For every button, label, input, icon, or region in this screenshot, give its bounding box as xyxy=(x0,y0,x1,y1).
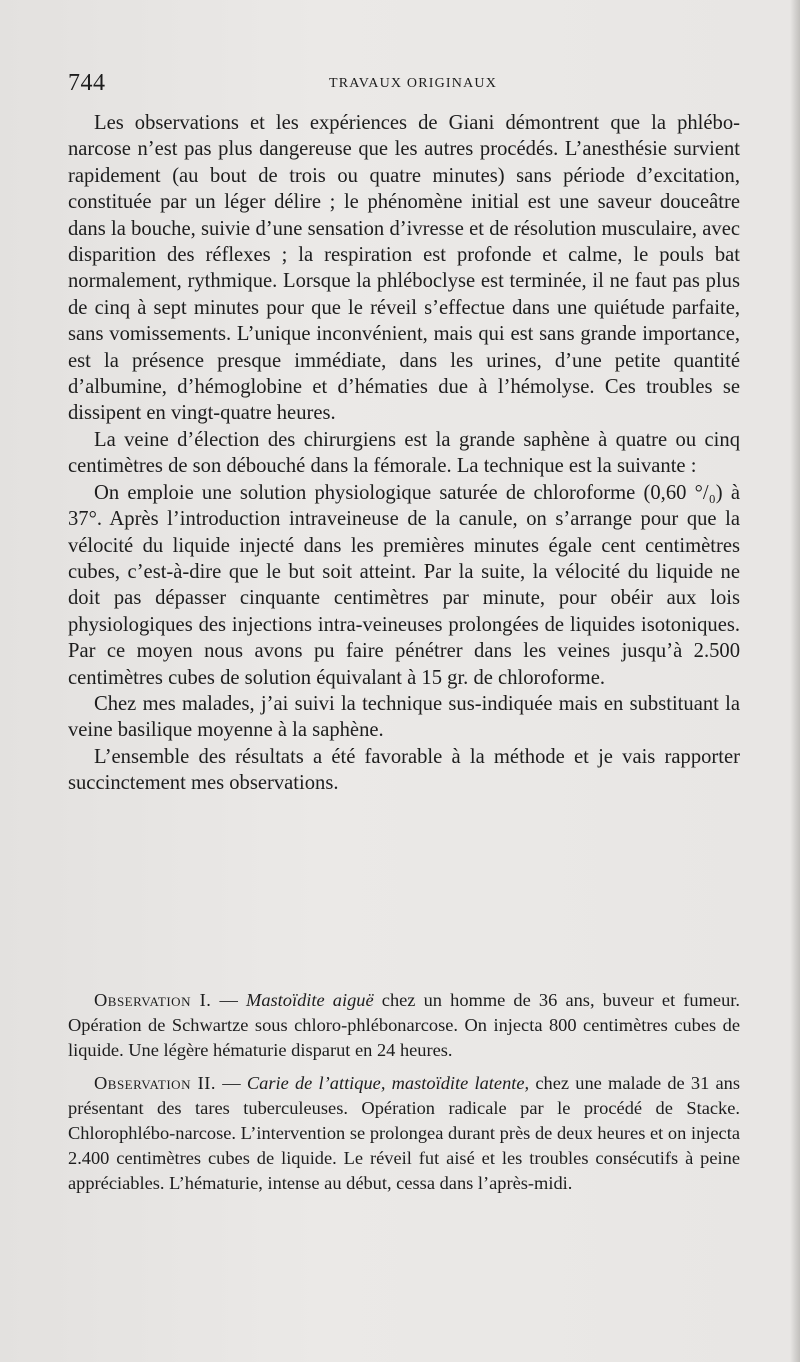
observation-label: Observation II. xyxy=(94,1073,217,1093)
paragraph: Les observations et les expériences de Giani démontrent que la phlébo-narcose n’est pas plus dangereuse que les autres procédés. L’anesthésie survient rapidement (au bout de trois ou quatre minutes) sans période d’excitation, constituée par un léger délire ; le phénomène initial est une saveur douceâtre dans la bouche, suivie d’une sensation d’ivresse et de résolution musculaire, avec disparition des réflexes ; la respiration est profonde et calme, le pouls bat normalement, rythmique. Lorsque la phléboclyse est terminée, il ne faut pas plus de cinq à sept minutes pour que le réveil s’effectue dans une quiétude parfaite, sans vomissements. L’unique inconvénient, mais qui est sans grande importance, est la présence presque immédiate, dans les urines, d’une petite quantité d’albumine, d’hémoglobine et d’hématies due à l’hémolyse. Ces troubles se dissipent en vingt-quatre heures. xyxy=(68,112,740,425)
observation-label: Observation I. xyxy=(94,990,212,1010)
observation-dash: — xyxy=(216,1073,247,1093)
paragraph: La veine d’élection des chirurgiens est la grande saphène à quatre ou cinq centimètres de son débouché dans la fémorale. La technique est la suivante : xyxy=(68,428,740,478)
observation-title: Mastoïdite aiguë xyxy=(246,990,374,1010)
paragraph: On emploie une solution physiologique saturée de chloroforme (0,60 °/₀) à 37°. Après l’introduction intraveineuse de la canule, on s’arrange pour que la vélocité du liquide injecté dans les premières minutes égale cent centimètres cubes, c’est-à-dire que le but soit atteint. Par la suite, la vélocité du liquide ne doit pas dépasser cinquante centimètres par minute, pour obéir aux lois physiologiques des injections intra-veineuses prolongées de liquides isotoniques. Par ce moyen nous avons pu faire pénétrer dans les veines jusqu’à 2.500 centimètres cubes de solution équivalant à 15 gr. de chloroforme. xyxy=(68,481,740,689)
observation-1 xyxy=(68,988,740,1063)
observation-text: chez une malade de 31 ans présentant des tares tuberculeuses. Opération radicale par le procédé de Stacke. Chlorophlébo-narcose. L’intervention se prolongea durant près de deux heures et on injecta 2.400 centimètres cubes de liquide. Le réveil fut aisé et les troubles consécutifs à peine appréciables. L’hématurie, intense au début, cessa dans l’après-midi. xyxy=(68,1073,741,1193)
observation-dash: — xyxy=(211,990,246,1010)
paragraph: Chez mes malades, j’ai suivi la technique sus-indiquée mais en substituant la veine basilique moyenne à la saphène. xyxy=(68,692,740,742)
main-text xyxy=(68,110,740,797)
observation-title: Carie de l’attique, mastoïdite latente, xyxy=(246,1073,530,1093)
page-edge-shadow xyxy=(790,0,800,1362)
observations xyxy=(68,988,740,1204)
observation-text: chez un homme de 36 ans, buveur et fumeur. Opération de Schwartze sous chloro-phlébonarcose. On injecta 800 centimètres cubes de liquide. Une légère hématurie disparut en 24 heures. xyxy=(68,990,740,1060)
observation-2 xyxy=(68,1071,740,1196)
paragraph: L’ensemble des résultats a été favorable à la méthode et je vais rapporter succinctement mes observations. xyxy=(68,745,740,795)
running-head xyxy=(68,70,738,100)
page-number: 744 xyxy=(68,70,106,96)
running-title: TRAVAUX ORIGINAUX xyxy=(328,76,498,91)
